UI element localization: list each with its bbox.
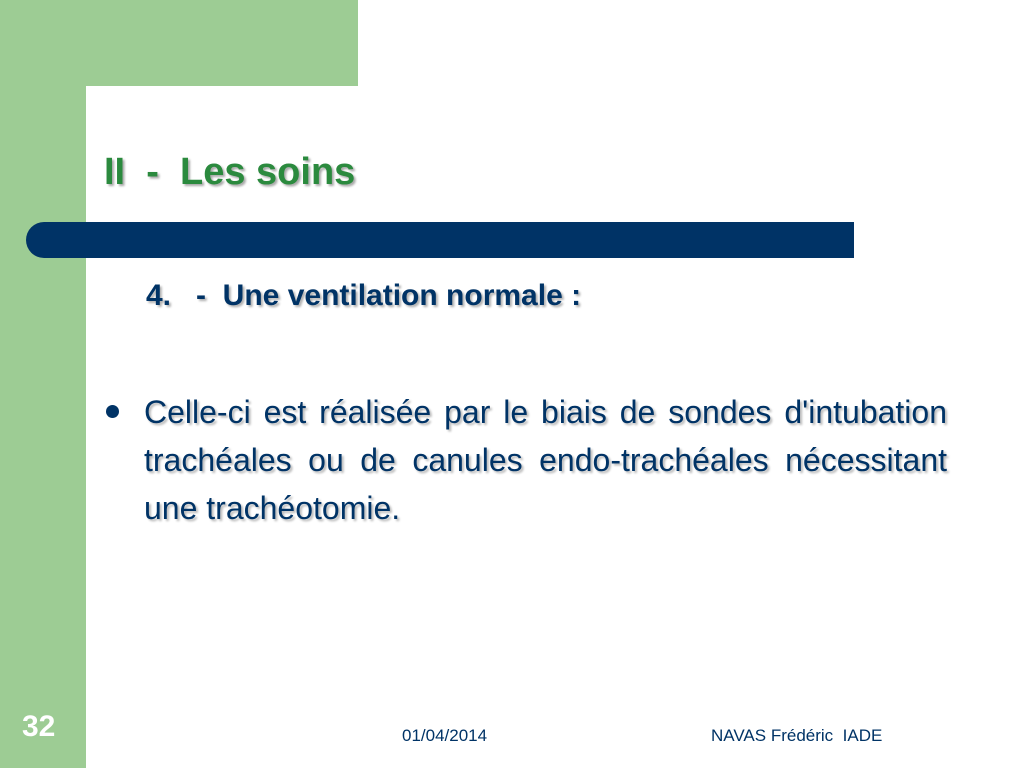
section-subtitle: 4. - Une ventilation normale :	[146, 279, 582, 312]
footer-author: NAVAS Frédéric IADE	[711, 726, 883, 745]
footer-date: 01/04/2014	[402, 726, 488, 745]
bullet-icon	[106, 405, 119, 418]
slide-title: II - Les soins	[104, 151, 356, 193]
left-green-band	[0, 0, 86, 768]
title-divider-bar	[26, 222, 854, 258]
bullet-text: Celle-ci est réalisée par le biais de sondes d'intubation trachéales ou de canules endo-trachéales nécessitant une trachéotomie.	[144, 394, 947, 526]
slide-number: 32	[22, 710, 56, 743]
top-green-band	[0, 0, 358, 86]
